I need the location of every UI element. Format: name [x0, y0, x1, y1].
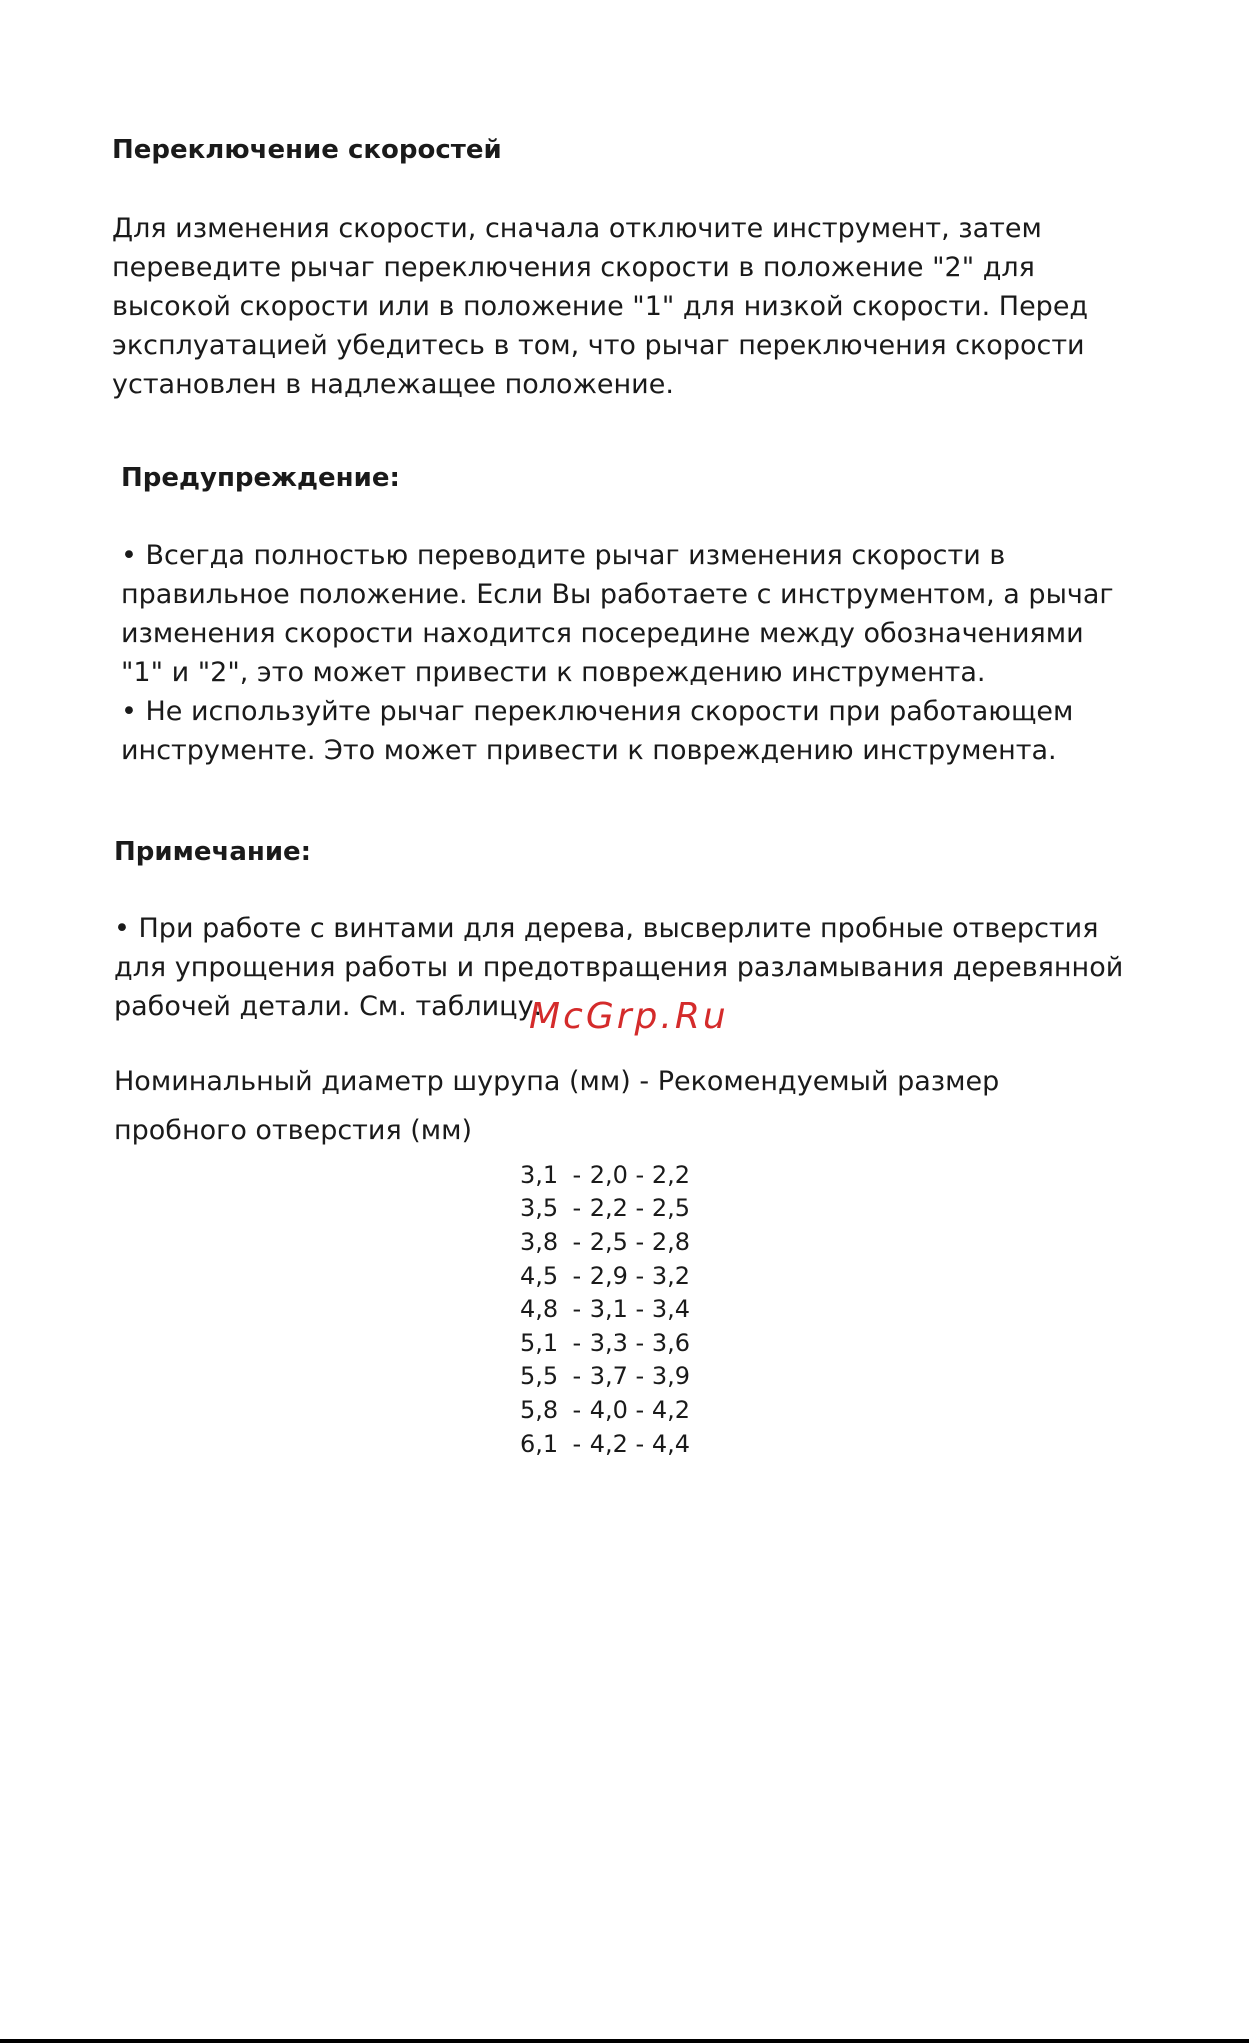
screw-diameter: 5,8 — [520, 1395, 559, 1424]
warning-section-title: Предупреждение: — [121, 463, 400, 493]
text-line: установлен в надлежащее положение. — [112, 369, 674, 400]
separator: - — [572, 1295, 582, 1324]
text-line: правильное положение. Если Вы работаете с инструментом, а рычаг — [121, 579, 1114, 610]
table-row — [520, 1427, 690, 1461]
text-line: инструменте. Это может привести к повреждению инструмента. — [121, 735, 1057, 766]
speed-section-text — [112, 209, 1088, 404]
screw-diameter: 3,8 — [520, 1227, 559, 1256]
pilot-hole-size: 4,2 - 4,4 — [589, 1429, 690, 1458]
text-line: • Не используйте рычаг переключения скорости при работающем — [121, 696, 1074, 727]
separator: - — [572, 1362, 582, 1391]
table-title: Номинальный диаметр шурупа (мм) - Рекомендуемый размер — [114, 1066, 1000, 1097]
pilot-hole-size: 2,2 - 2,5 — [589, 1194, 690, 1223]
pilot-hole-size: 4,0 - 4,2 — [589, 1395, 690, 1424]
separator: - — [572, 1261, 582, 1290]
pilot-hole-size: 2,9 - 3,2 — [589, 1261, 690, 1290]
screw-diameter: 3,5 — [520, 1194, 559, 1223]
text-line: • Всегда полностью переводите рычаг изменения скорости в — [121, 540, 1006, 571]
table-row — [520, 1259, 690, 1293]
note-section-title: Примечание: — [114, 837, 312, 867]
text-line: изменения скорости находится посередине между обозначениями — [121, 618, 1084, 649]
watermark: McGrp.Ru — [529, 996, 729, 1037]
warning-section-text — [121, 536, 1114, 770]
screw-diameter: 3,1 — [520, 1160, 559, 1189]
separator: - — [572, 1395, 582, 1424]
table-row — [520, 1292, 690, 1326]
text-line: рабочей детали. См. таблицу. — [114, 991, 543, 1022]
screw-diameter: 6,1 — [520, 1429, 559, 1458]
separator: - — [572, 1328, 582, 1357]
screw-diameter: 5,1 — [520, 1328, 559, 1357]
text-line: эксплуатацией убедитесь в том, что рычаг переключения скорости — [112, 330, 1085, 361]
pilot-hole-size: 2,0 - 2,2 — [589, 1160, 690, 1189]
table-row — [520, 1326, 690, 1360]
separator: - — [572, 1429, 582, 1458]
page-bottom-border — [0, 2039, 1249, 2043]
text-line: • При работе с винтами для дерева, высверлите пробные отверстия — [114, 913, 1099, 944]
table-row — [520, 1360, 690, 1394]
text-line: высокой скорости или в положение "1" для низкой скорости. Перед — [112, 291, 1089, 322]
table-row — [520, 1192, 690, 1226]
screw-diameter: 4,5 — [520, 1261, 559, 1290]
pilot-hole-size: 2,5 - 2,8 — [589, 1227, 690, 1256]
table-row — [520, 1393, 690, 1427]
pilot-hole-size: 3,3 - 3,6 — [589, 1328, 690, 1357]
table-row — [520, 1225, 690, 1259]
separator: - — [572, 1160, 582, 1189]
screw-diameter: 4,8 — [520, 1295, 559, 1324]
table-title-continued: пробного отверстия (мм) — [114, 1115, 473, 1146]
table-row — [520, 1158, 690, 1192]
separator: - — [572, 1227, 582, 1256]
text-line: для упрощения работы и предотвращения разламывания деревянной — [114, 952, 1124, 983]
text-line: переведите рычаг переключения скорости в положение "2" для — [112, 252, 1035, 283]
speed-section-title: Переключение скоростей — [112, 135, 502, 165]
screw-diameter: 5,5 — [520, 1362, 559, 1391]
pilot-hole-size: 3,7 - 3,9 — [589, 1362, 690, 1391]
text-line: Для изменения скорости, сначала отключите инструмент, затем — [112, 213, 1042, 244]
text-line: "1" и "2", это может привести к повреждению инструмента. — [121, 657, 986, 688]
pilot-hole-size: 3,1 - 3,4 — [589, 1295, 690, 1324]
screw-table — [520, 1158, 690, 1460]
separator: - — [572, 1194, 582, 1223]
